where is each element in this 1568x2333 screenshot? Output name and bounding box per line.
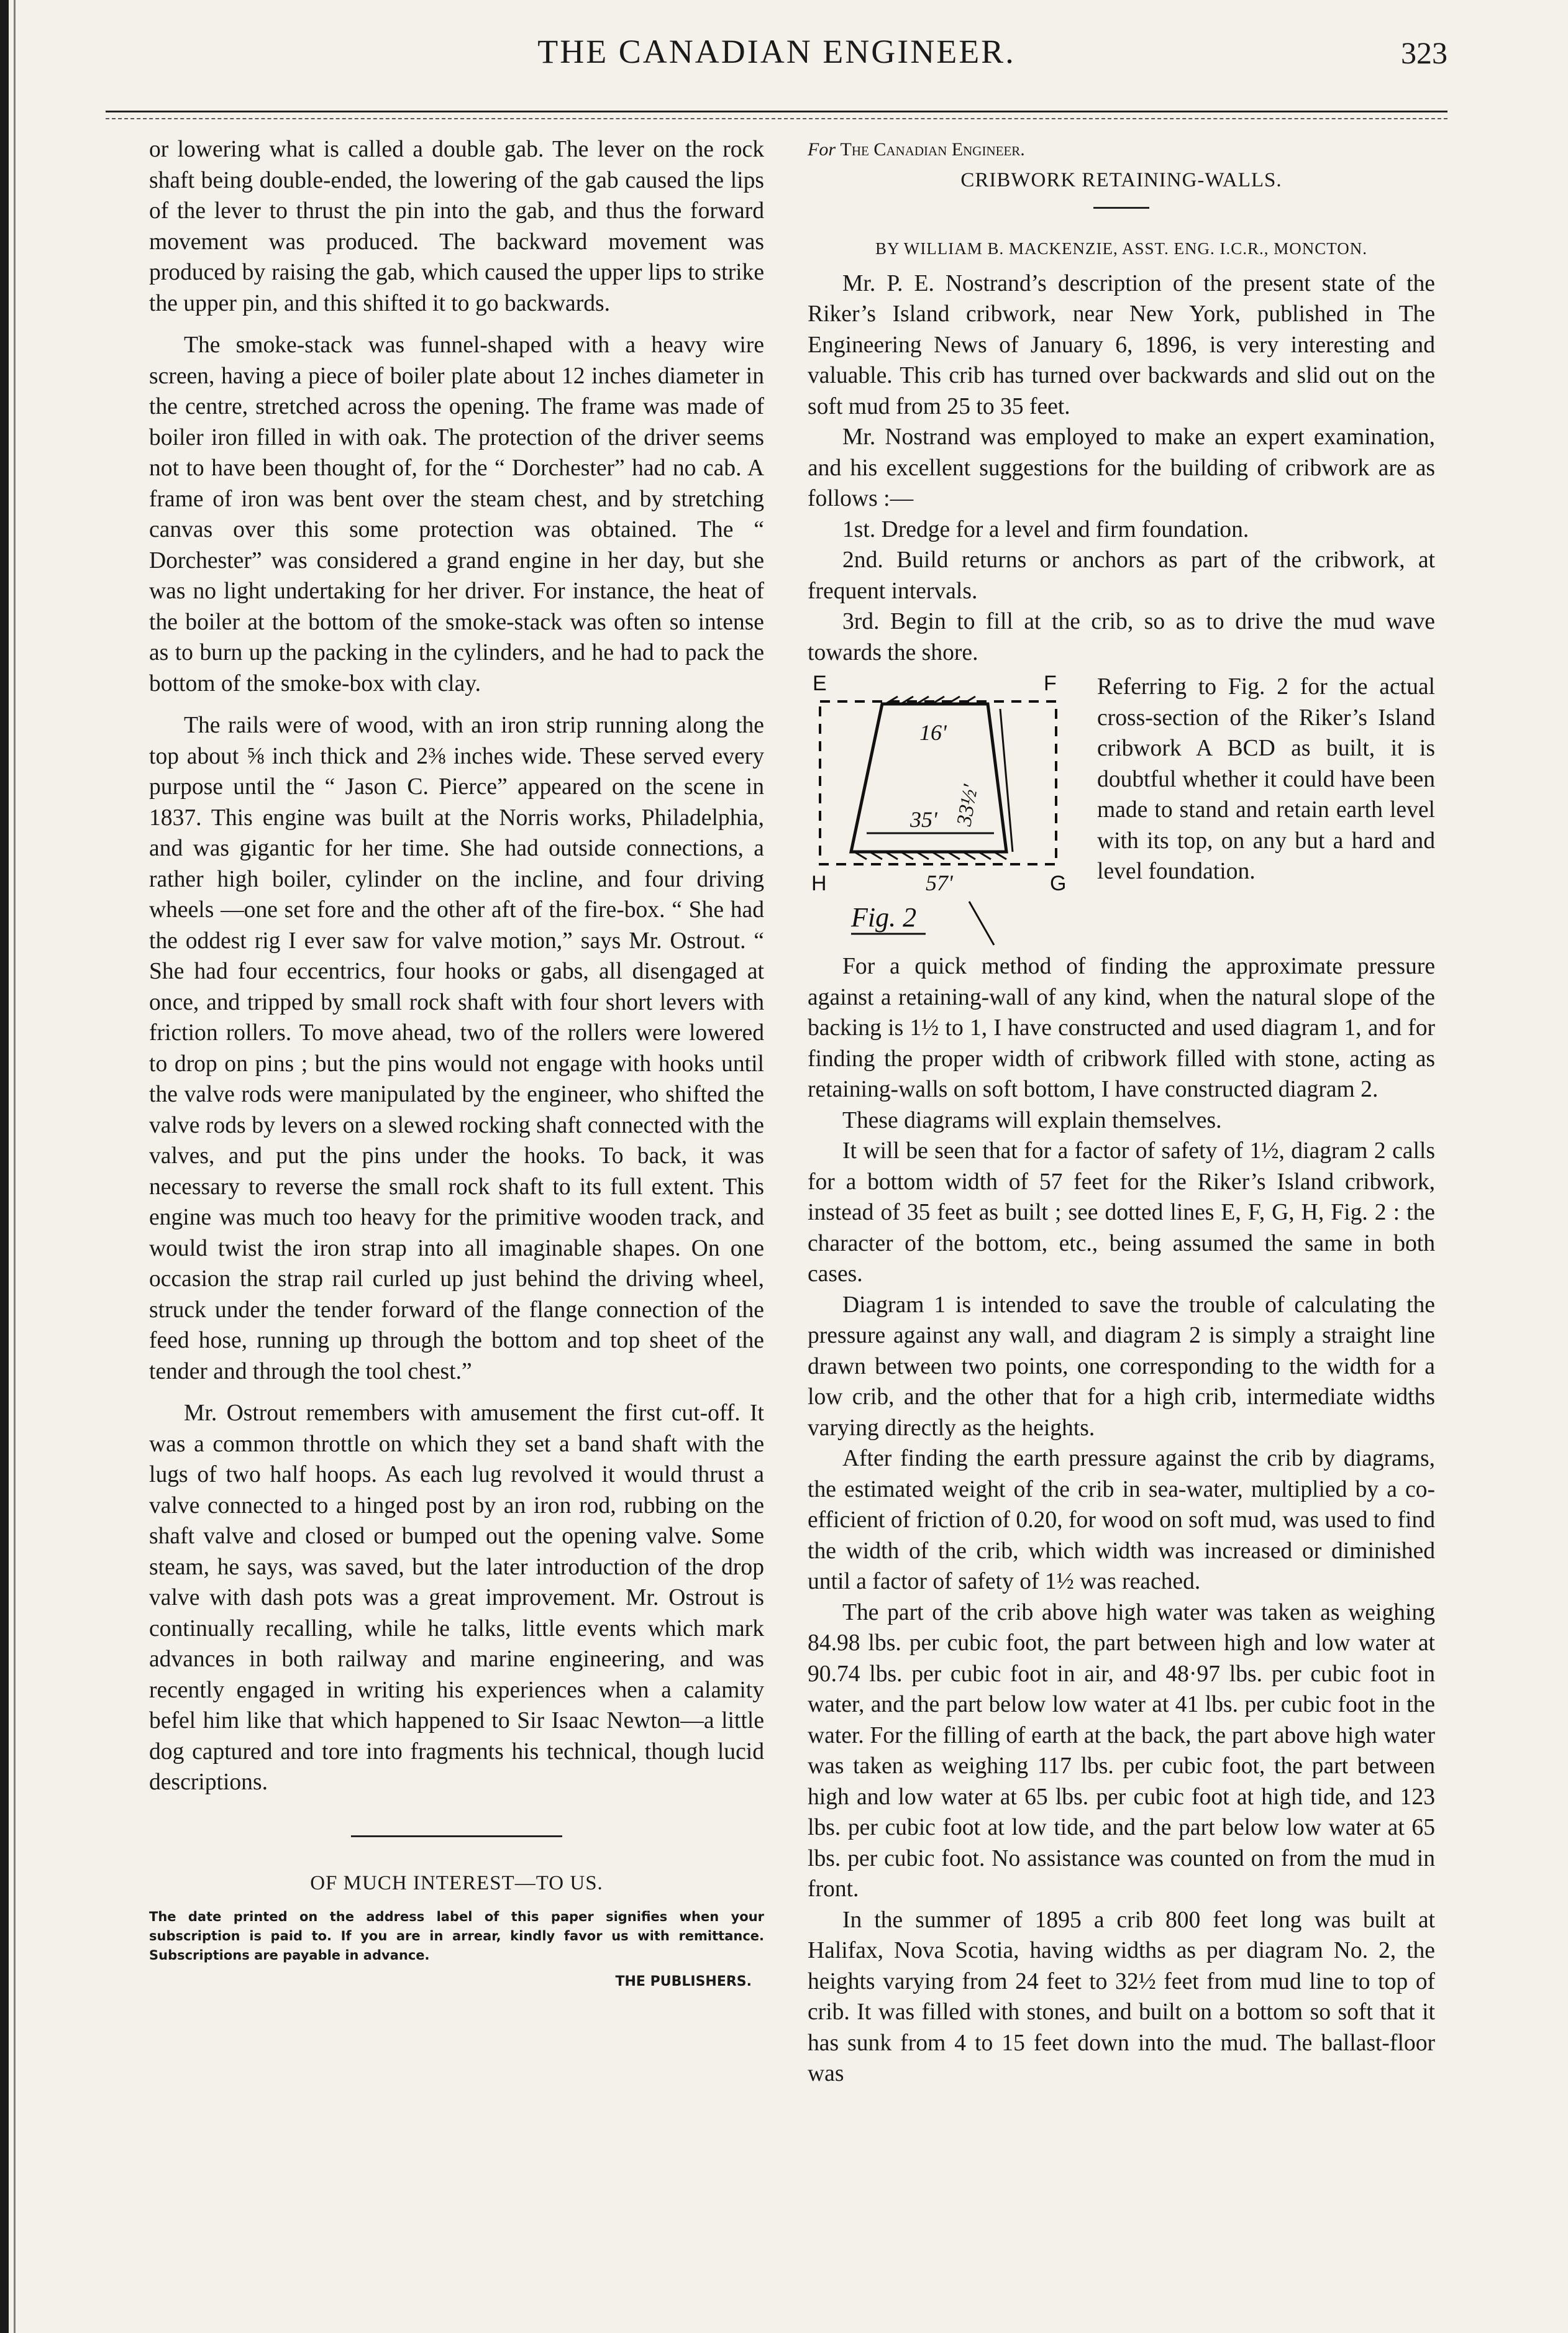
paragraph: These diagrams will explain themselves.: [842, 1107, 1222, 1133]
fig-label-g: G: [1050, 872, 1067, 895]
journal-title: THE CANADIAN ENGINEER.: [537, 33, 1016, 70]
fig-caption: Fig. 2: [851, 902, 917, 933]
source-publication: The Canadian Engineer.: [840, 139, 1025, 160]
section-divider: [351, 1835, 562, 1837]
header-rule: [106, 111, 1447, 112]
notice-heading: OF MUCH INTEREST—TO US.: [310, 1871, 603, 1894]
fig-label-f: F: [1044, 672, 1057, 695]
paragraph: Mr. Ostrout remembers with amusement the first cut-off. It was a common throttle on which they set a band shaft with the lugs of two half hoops. As each lug revolved it would thrust a valve connected to a hinged post by an iron rod, rubbing on the shaft valve and closed or bumped out the opening valve. Some steam, he says, was saved, but the later introduction of the drop valve with dash pots was a great improvement. Mr. Ostrout is continually recalling, while he talks, little events which mark advances in both railway and marine engineering, and was recently engaged in writing his experiences when a calamity befel him like that which happened to Sir Isaac Newton—a little dog captured and tore into fragments his technical, though lucid descriptions.: [149, 1400, 764, 1795]
page-number: 323: [1401, 35, 1447, 70]
paragraph: 2nd. Build returns or anchors as part of the cribwork, at frequent intervals.: [808, 547, 1435, 604]
paragraph: or lowering what is called a double gab. The lever on the rock shaft being double-ended, the lowering of the gab caused the lips of the lever to thrust the pin into the gab, and thus the forward movement was produced. The backward movement was produced by raising the gab, which caused the upper lips to strike the upper pin, and this shifted it to go backwards.: [149, 137, 764, 316]
title-dash: [1093, 207, 1149, 209]
byline: BY WILLIAM B. MACKENZIE, ASST. ENG. I.C.R., MONCTON.: [875, 239, 1367, 258]
binding-edge: [0, 0, 9, 2333]
source-line: [808, 134, 1435, 165]
paragraph: For a quick method of finding the approximate pressure against a retaining-wall of any kind, when the natural slope of the backing is 1½ to 1, I have constructed and used diagram 1, and for finding the proper width of cribwork filled with stone, acting as retaining-walls on soft bottom, I have constructed diagram 2.: [808, 954, 1435, 1102]
paragraph: The rails were of wood, with an iron strip running along the top about ⅝ inch thick and 2⅜ inches wide. These served every purpose until the “ Jason C. Pierce” appeared on the scene in 1837. This engine was built at the Norris works, Philadelphia, and was gigantic for her time. She had outside connections, a rather high boiler, cylinder on the incline, and four driving wheels —one set fore and the other aft of the fire-box. “ She had the oddest rig I ever saw for valve motion,” says Mr. Ostrout. “ She had four eccentrics, four hooks or gabs, all disengaged at once, and tripped by small rock shaft with four short levers with friction rollers. To move ahead, two of the rollers were lowered to drop on pins ; but the pins would not engage with hooks until the valve rods were manipulated by the engineer, who shifted the valve rods by levers on a slewed rocking shaft connected with the valves, and put the pins under the hooks. To back, it was necessary to reverse the small rock shaft to its full extent. This engine was much too heavy for the primitive wooden track, and would twist the iron strap into all imaginable shapes. On one occasion the strap rail curled up just behind the driving wheel, struck under the tender forward of the flange connection of the feed hose, running up through the bottom and top sheet of the tender and through the tool chest.”: [149, 713, 764, 1384]
source-prefix: For: [808, 139, 836, 160]
paragraph: 1st. Dredge for a level and firm foundation.: [842, 516, 1249, 542]
paragraph: Diagram 1 is intended to save the trouble of calculating the pressure against any wall, and diagram 2 is simply a straight line drawn between two points, one corresponding to the width for a low crib, and the other that for a high crib, intermediate widths varying directly as the heights.: [808, 1292, 1435, 1441]
notice-text: The date printed on the address label of this paper signifies when your subscription is paid to. If you are in arrear, kindly favor us with remittance. Subscriptions are payable in advance.: [149, 1909, 764, 1963]
paragraph: Mr. Nostrand was employed to make an expert examination, and his excellent suggestions for the building of cribwork are as follows :—: [808, 424, 1435, 511]
paragraph: The part of the crib above high water was taken as weighing 84.98 lbs. per cubic foot, the part between high and low water at 90.74 lbs. per cubic foot in air, and 48·97 lbs. per cubic foot in water, and the part below low water at 41 lbs. per cubic foot in the water. For the filling of earth at the back, the part above high water was taken as weighing 117 lbs. per cubic foot, the part between high and low water at 65 lbs. per cubic foot at high tide, and 123 lbs. per cubic foot at low tide, and the part below low water at 65 lbs. per cubic foot. No assistance was counted on from the mud in front.: [808, 1599, 1435, 1902]
fig-top-width: 16': [919, 720, 947, 745]
paragraph: In the summer of 1895 a crib 800 feet long was built at Halifax, Nova Scotia, having widths as per diagram No. 2, the heights varying from 24 feet to 32½ feet from mud line to top of crib. It was filled with stones, and built on a bottom so soft that it has sunk from 4 to 15 feet down into the mud. The ballast-floor was: [808, 1907, 1435, 2086]
paragraph: Mr. P. E. Nostrand’s description of the present state of the Riker’s Island cribwork, near New York, published in The Engineering News of January 6, 1896, is very interesting and valuable. This crib has turned over backwards and slid out on the soft mud from 25 to 35 feet.: [808, 270, 1435, 419]
running-header: [106, 32, 1447, 76]
paragraph: 3rd. Begin to fill at the crib, so as to drive the mud wave towards the shore.: [808, 609, 1435, 665]
figure-2-cribwork-section: [808, 672, 1087, 951]
paragraph: After finding the earth pressure against the crib by diagrams, the estimated weight of the crib in sea-water, multiplied by a co-efficient of friction of 0.20, for wood on soft mud, was used to find the width of the crib, which width was increased or diminished until a factor of safety of 1½ was reached.: [808, 1446, 1435, 1594]
paragraph: The smoke-stack was funnel-shaped with a heavy wire screen, having a piece of boiler plate about 12 inches diameter in the centre, stretched across the opening. The frame was made of boiler iron filled in with oak. The protection of the driver seems not to have been thought of, for the “ Dorchester” had no cab. A frame of iron was bent over the steam chest, and by stretching canvas over this some protection was obtained. The “ Dorchester” was considered a grand engine in her day, but she was no light undertaking for her driver. For instance, the heat of the boiler at the bottom of the smoke-stack was often so intense as to burn up the packing in the cylinders, and he had to pack the bottom of the smoke-box with clay.: [149, 332, 764, 696]
figure-side-text: Referring to Fig. 2 for the actual cross-section of the Riker’s Island cribwork A BCD as built, it is doubtful whether it could have been made to stand and retain earth level with its top, on any but a hard and level foundation.: [1097, 674, 1435, 884]
fig-label-e: E: [813, 672, 827, 695]
header-dashed-rule: [106, 118, 1447, 119]
paragraph: It will be seen that for a factor of safety of 1½, diagram 2 calls for a bottom width of 57 feet for the Riker’s Island cribwork, instead of 35 feet as built ; see dotted lines E, F, G, H, Fig. 2 : the character of the bottom, etc., being assumed the same in both cases.: [808, 1138, 1435, 1287]
fig-bottom-width: 35': [910, 807, 937, 832]
fig-diagonal-line: [969, 902, 994, 945]
notice-signature: THE PUBLISHERS.: [615, 1974, 752, 1989]
binding-shadow: [14, 0, 16, 2333]
fig-label-h: H: [811, 872, 827, 895]
fig-dotted-width: 57': [926, 870, 953, 895]
fig-height-line: [1000, 709, 1013, 852]
article-title: CRIBWORK RETAINING-WALLS.: [960, 168, 1282, 191]
right-column: [808, 134, 1435, 2089]
fig-height-label: 33½': [952, 783, 983, 828]
figure-block: [808, 672, 1435, 951]
left-column: [149, 134, 764, 1997]
